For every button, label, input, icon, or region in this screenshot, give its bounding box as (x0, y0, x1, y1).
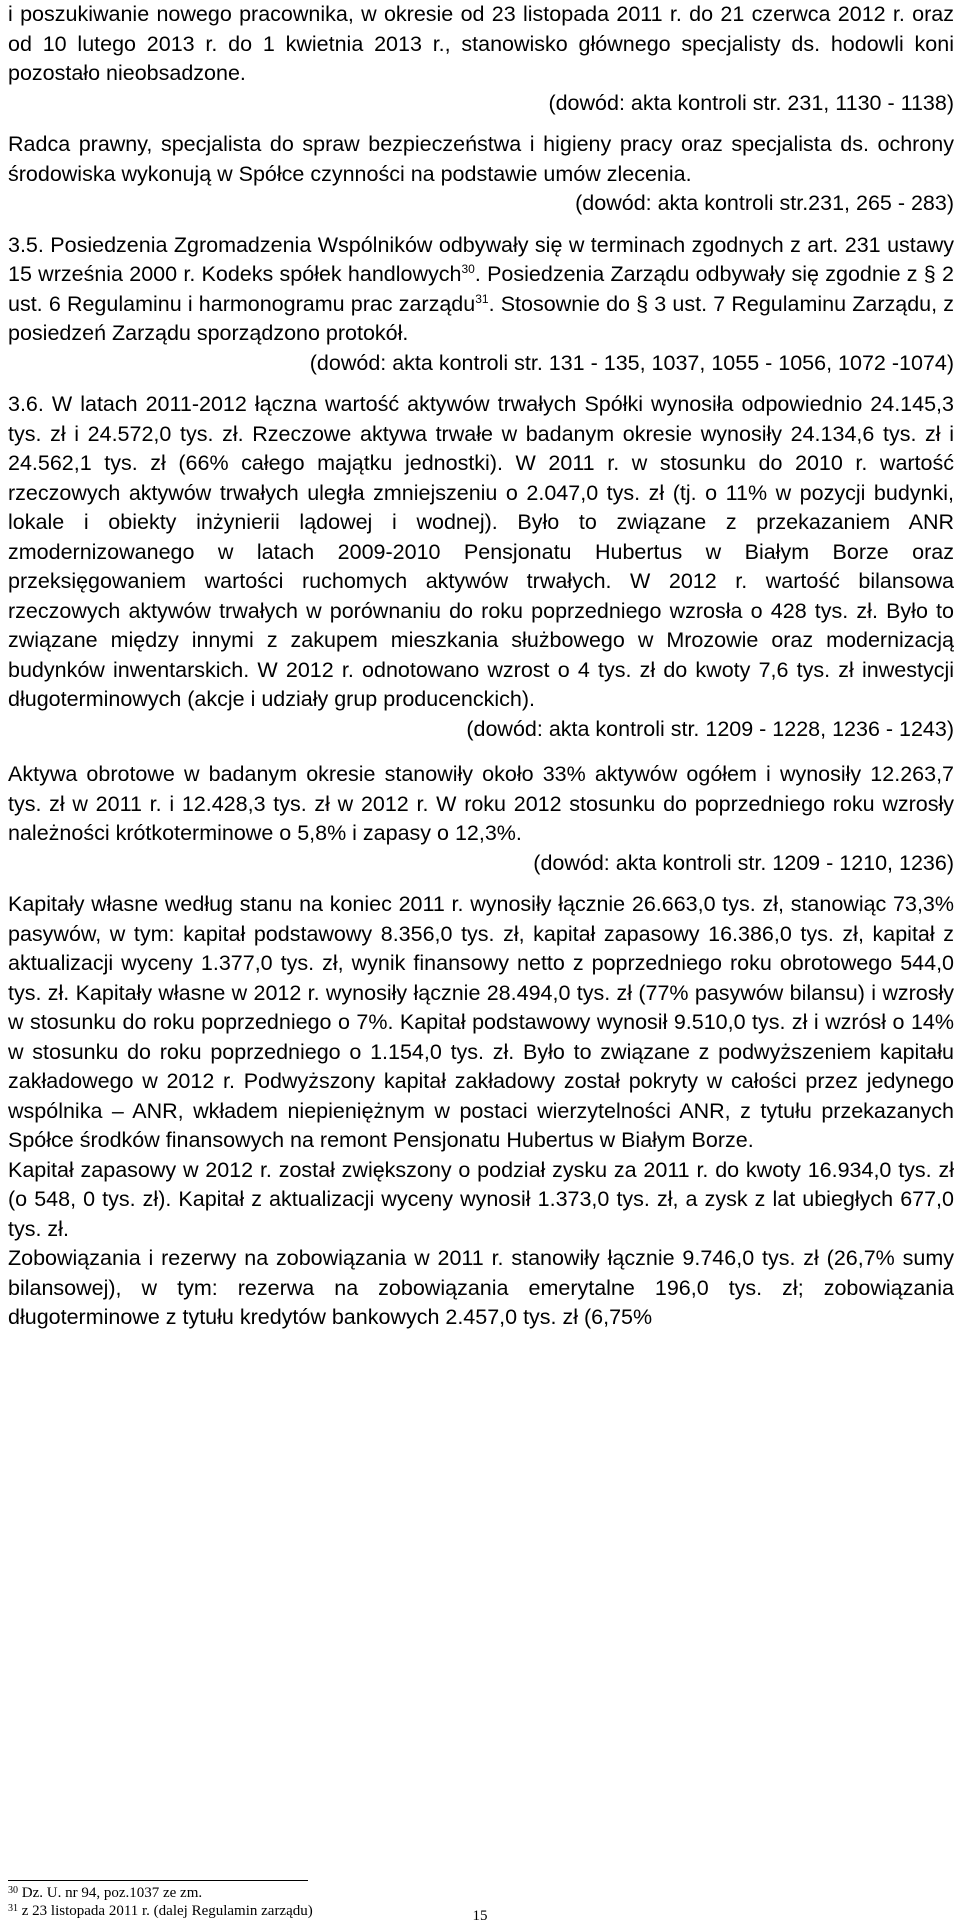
page-number: 15 (472, 1908, 488, 1924)
paragraph-current-assets: Aktywa obrotowe w badanym okresie stanowiły około 33% aktywów ogółem i wynosiły 12.263,7 tys. zł w 2011 r. i 12.428,3 tys. zł w 2012 r. W roku 2012 stosunku do poprzedniego roku wzrosły należności krótkoterminowe o 5,8% i zapasy o 12,3%. (8, 762, 954, 845)
paragraph-vacancy: i poszukiwanie nowego pracownika, w okresie od 23 listopada 2011 r. do 21 czerwca 2012 r. oraz od 10 lutego 2013 r. do 1 kwietnia 2013 r., stanowisko głównego specjalisty ds. hodowli koni pozostało nieobsadzone. (8, 2, 954, 85)
text-run: . Posiedzenia Zarządu odbywały się zgodnie z § 2 ust. 6 Regulaminu i harmonogramu prac zarządu (8, 262, 954, 316)
evidence-reference: (dowód: akta kontroli str. 131 - 135, 1037, 1055 - 1056, 1072 -1074) (309, 350, 954, 375)
paragraph-reserve-capital: Kapitał zapasowy w 2012 r. został zwiększony o podział zysku za 2011 r. do kwoty 16.934,0 tys. zł (o 548, 0 tys. zł). Kapitał z aktualizacji wyceny wynosił 1.373,0 tys. zł, a zysk z lat ubiegłych 677,0 tys. zł. (8, 1157, 954, 1241)
paragraph-3-6-fixed-assets: 3.6. W latach 2011-2012 łączna wartość aktywów trwałych Spółki wynosiła odpowiednio 24.145,3 tys. zł i 24.572,0 tys. zł. Rzeczowe aktywa trwałe w badanym okresie wynosiły 24.134,6 tys. zł i 24.562,1 tys. zł (66% całego majątku jednostki). W 2011 r. w stosunku do 2010 r. wartość rzeczowych aktywów trwałych uległa zmniejszeniu o 2.047,0 tys. zł (tj. o 11% w pozycji budynki, lokale i obiekty inżynierii lądowej i wodnej). Było to związane z przekazaniem ANR zmodernizowanego w latach 2009-2010 Pensjonatu Hubertus w Białym Borze oraz przeksięgowaniem wartości ruchomych aktywów trwałych. W 2012 r. wartość bilansowa rzeczowych aktywów trwałych w porównaniu do roku poprzedniego wzrosła o 428 tys. zł. Było to związane między innymi z zakupem mieszkania służbowego w Mrozowie oraz modernizacją budynków inwentarskich. W 2012 r. odnotowano wzrost o 4 tys. zł do kwoty 7,6 tys. zł inwestycji długoterminowych (akcje i udziały grup producenckich). (8, 392, 954, 711)
evidence-reference: (dowód: akta kontroli str. 231, 1130 - 1138) (548, 90, 954, 115)
evidence-reference: (dowód: akta kontroli str. 1209 - 1228, 1236 - 1243) (466, 716, 954, 741)
footnote-text: z 23 listopada 2011 r. (dalej Regulamin zarządu) (18, 1903, 313, 1919)
paragraph-3-5-meetings (8, 231, 954, 349)
evidence-reference: (dowód: akta kontroli str. 1209 - 1210, 1236) (533, 850, 954, 875)
footnote (8, 1884, 313, 1902)
footnote-marker: 31 (475, 291, 489, 306)
paragraph-liabilities: Zobowiązania i rezerwy na zobowiązania w 2011 r. stanowiły łącznie 9.746,0 tys. zł (26,7% sumy bilansowej), w tym: rezerwa na zobowiązania emerytalne 196,0 tys. zł; zobowiązania długoterminowe z tytułu kredytów bankowych 2.457,0 tys. zł (6,75% (8, 1246, 954, 1329)
paragraph-equity: Kapitały własne według stanu na koniec 2011 r. wynosiły łącznie 26.663,0 tys. zł, stanowiąc 73,3% pasywów, w tym: kapitał podstawowy 8.356,0 tys. zł, kapitał zapasowy 16.386,0 tys. zł, kapitał z aktualizacji wyceny 1.377,0 tys. zł, wynik finansowy netto z poprzedniego roku obrotowego 544,0 tys. zł. Kapitały własne w 2012 r. wynosiły łącznie 28.494,0 tys. zł (77% pasywów bilansu) i wzrosły w stosunku do roku poprzedniego o 7%. Kapitał podstawowy wynosił 9.510,0 tys. zł i wzrósł o 14% w stosunku do roku poprzedniego o 1.154,0 tys. zł. Było to związane z podwyższeniem kapitału zakładowego w 2012 r. Podwyższony kapitał zakładowy został pokryty w całości przez jedynego wspólnika – ANR, wkładem niepieniężnym w postaci wierzytelności ANR, z tytułu przekazanych Spółce środków finansowych na remont Pensjonatu Hubertus w Białym Borze. (8, 892, 954, 1152)
footnote-mark: 30 (8, 1885, 18, 1896)
text-run: . Stosownie do § 3 ust. 7 Regulaminu Zarządu, z posiedzeń Zarządu sporządzono protokół. (8, 291, 954, 345)
evidence-reference: (dowód: akta kontroli str.231, 265 - 283) (575, 191, 954, 215)
paragraph-contracts: Radca prawny, specjalista do spraw bezpieczeństwa i higieny pracy oraz specjalista ds. ochrony środowiska wykonują w Spółce czynności na podstawie umów zlecenia. (8, 132, 954, 186)
text-run: 3.5. Posiedzenia Zgromadzenia Wspólników odbywały się w terminach zgodnych z art. 231 ustawy 15 września 2000 r. Kodeks spółek handlowych (8, 232, 954, 286)
footnote-marker: 30 (461, 262, 475, 276)
footnote-text: Dz. U. nr 94, poz.1037 ze zm. (18, 1885, 203, 1901)
footnote-separator (8, 1880, 308, 1881)
footnote-mark: 31 (8, 1903, 18, 1914)
